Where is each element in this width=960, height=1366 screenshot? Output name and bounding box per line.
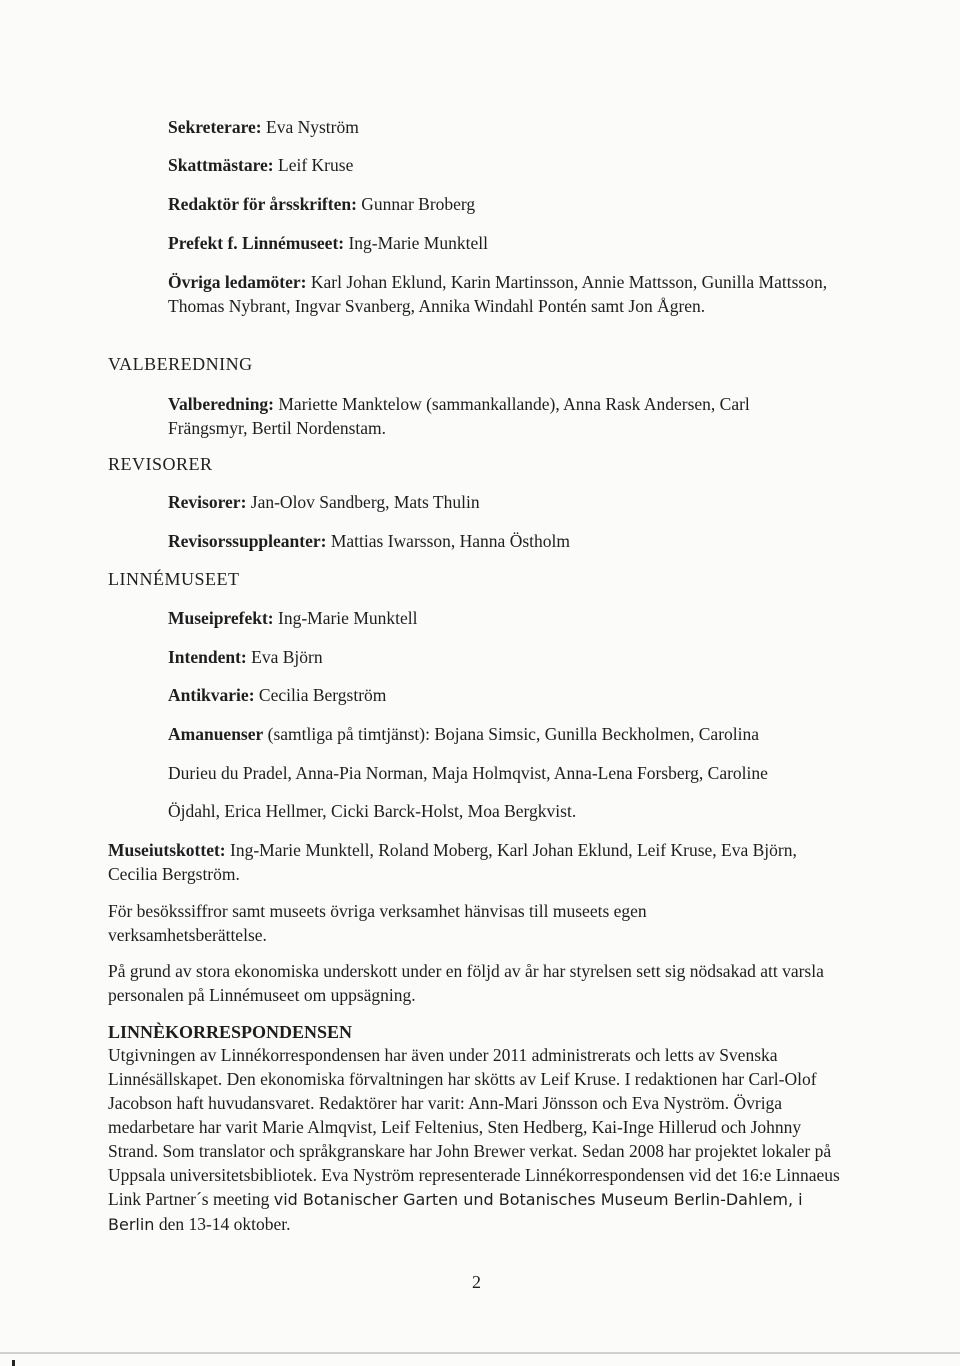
board-other-members: Övriga ledamöter: Karl Johan Eklund, Karin Martinsson, Annie Mattsson, Gunilla Mattsson, Thomas Nybrant, Ingvar Svanberg, Annika Windahl Pontén samt Jon Ågren. <box>168 272 828 316</box>
board-prefect: Prefekt f. Linnémuseet: Ing-Marie Munktell <box>168 233 488 253</box>
korrespondensen-text: Utgivningen av Linnékorrespondensen har även under 2011 administrerats och letts av Svenska Linnésällskapet. Den ekonomiska förvaltningen har skötts av Leif Kruse. I redaktionen har Carl-Olof Jacobson haft huvudansvaret. Redaktörer har varit: Ann-Mari Jönsson och Eva Nyström. Övriga medarbetare har varit Marie Almqvist, Leif Feltenius, Sten Hedberg, Kai-Inge Hillerud och Johnny Strand. Som translator och språkgranskare har John Brewer verkat. Sedan 2008 har projektet lokaler på Uppsala universitetsbibliotek. Eva Nyström representerade Linnékorrespondensen vid det 16:e Linnaeus Link Partner´s meeting vid Botanischer Garten und Botanisches Museum Berlin-Dahlem, i Berlin den 13-14 oktober. <box>108 1045 840 1234</box>
paragraph-notice: På grund av stora ekonomiska underskott under en följd av år har styrelsen sett sig nödsakad att varsla personalen på Linnémuseet om uppsägning. <box>108 961 824 1005</box>
board-treasurer: Skattmästare: Leif Kruse <box>168 155 354 175</box>
museiprefekt: Museiprefekt: Ing-Marie Munktell <box>168 608 418 628</box>
section-heading-valberedning: VALBEREDNING <box>108 354 253 374</box>
section-heading-linnemuseet: LINNÉMUSEET <box>108 569 240 589</box>
amanuenser-line-3: Öjdahl, Erica Hellmer, Cicki Barck-Holst, Moa Bergkvist. <box>168 801 577 821</box>
antikvarie: Antikvarie: Cecilia Bergström <box>168 685 387 705</box>
scan-edge <box>0 1352 960 1354</box>
section-heading-korrespondensen: LINNÈKORRESPONDENSEN <box>108 1022 353 1042</box>
intendent: Intendent: Eva Björn <box>168 647 323 667</box>
paragraph-visitors: För besökssiffror samt museets övriga verksamhet hänvisas till museets egen verksamhetsberättelse. <box>108 901 647 945</box>
museiutskottet-members: Museiutskottet: Ing-Marie Munktell, Roland Moberg, Karl Johan Eklund, Leif Kruse, Eva Björn, Cecilia Bergström. <box>108 840 797 884</box>
amanuenser-line-1: Amanuenser (samtliga på timtjänst): Bojana Simsic, Gunilla Beckholmen, Carolina <box>168 724 760 744</box>
revisorssuppleanter-list: Revisorssuppleanter: Mattias Iwarsson, Hanna Östholm <box>168 531 570 551</box>
board-editor: Redaktör för årsskriften: Gunnar Broberg <box>168 194 476 214</box>
amanuenser-line-2: Durieu du Pradel, Anna-Pia Norman, Maja Holmqvist, Anna-Lena Forsberg, Caroline <box>168 763 768 783</box>
revisorer-list: Revisorer: Jan-Olov Sandberg, Mats Thulin <box>168 492 480 512</box>
page-number: 2 <box>472 1272 481 1292</box>
valberedning-members: Valberedning: Mariette Manktelow (sammankallande), Anna Rask Andersen, Carl Frängsmyr, Bertil Nordenstam. <box>168 394 750 438</box>
scan-mark <box>12 1360 15 1366</box>
section-heading-revisorer: REVISORER <box>108 454 213 474</box>
board-secretary: Sekreterare: Eva Nyström <box>168 117 359 137</box>
